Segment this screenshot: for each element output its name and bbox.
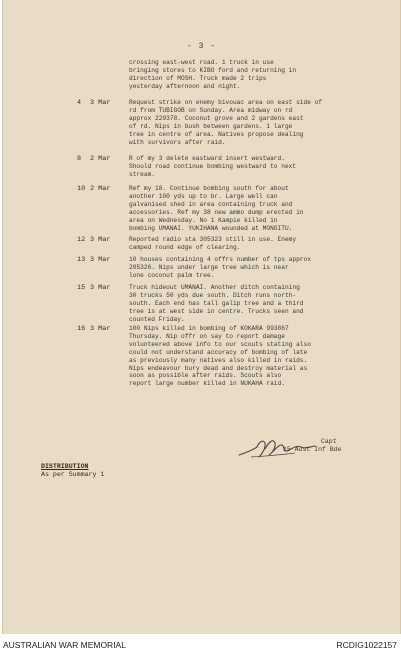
- text-line: camped round edge of clearing.: [129, 243, 241, 251]
- text-line: with survivors after raid.: [129, 138, 226, 146]
- entry-number: 16: [77, 325, 86, 333]
- text-line: Thursday. Nip offr on say to report damage: [129, 332, 285, 340]
- text-line: rd from TUBIGOB on Sunday. Area midway on rd: [129, 106, 293, 114]
- entry-date: 2 Mar: [90, 155, 111, 163]
- text-line: lone coconut palm tree.: [129, 271, 215, 279]
- entry-text: [129, 155, 361, 179]
- text-line: counted Friday.: [129, 315, 185, 323]
- entry-text: [129, 236, 361, 252]
- text-line: could not understand accuracy of bombing of late: [129, 348, 308, 356]
- entry-date: 3 Mar: [90, 284, 111, 292]
- text-line: bombing UMANAI. YUKIHANA wounded at MONOITU.: [129, 224, 293, 232]
- entry-number: 10: [77, 185, 86, 193]
- text-line: R of my 3 delete eastward insert westward.: [129, 155, 285, 162]
- text-line: yesterday afternoon and night.: [129, 82, 241, 90]
- continuation-text: [129, 59, 361, 91]
- entry-date: 3 Mar: [90, 256, 111, 264]
- text-line: 205326. Nips under large tree which is near: [129, 263, 289, 271]
- text-line: of rd. Nips in bush between gardens. 1 large: [129, 122, 293, 130]
- distribution-heading: DISTRIBUTION: [41, 463, 89, 470]
- entry-number: 15: [77, 284, 86, 292]
- text-line: area on Wednesday. No 1 Kampie killed in: [129, 216, 278, 224]
- text-line: 10 houses containing 4 offrs number of tps approx: [129, 256, 311, 263]
- text-line: another 100 yds up to br. Large well can: [129, 192, 278, 200]
- entry-text: [129, 185, 361, 232]
- signature-title: [273, 438, 342, 454]
- unit: 15 Aust Inf Bde: [283, 446, 342, 453]
- text-line: Request strike on enemy bivouac area on east side of: [129, 99, 323, 106]
- text-line: south. Each end has tall galip tree and a third: [129, 299, 304, 307]
- rank: Capt: [321, 438, 337, 445]
- text-line: 100 Nips killed in bombing of KOKARA 993867: [129, 325, 289, 332]
- text-line: report large number killed in NUKAHA raid.: [129, 380, 285, 388]
- entry-text: [129, 99, 361, 146]
- text-line: soon as possible after raids. Scouts also: [129, 372, 282, 380]
- text-line: as previously many natives also killed in raids.: [129, 356, 308, 364]
- text-line: Should road continue bombing westward to next: [129, 162, 297, 170]
- text-line: Nips endeavour bury dead and destroy material as: [129, 364, 308, 372]
- text-line: crossing east-west road. 1 truck in use: [129, 59, 274, 66]
- text-line: stream.: [129, 170, 155, 178]
- document-page: [2, 0, 401, 634]
- text-line: bringing stores to KIBO ford and returning in: [129, 66, 297, 74]
- entry-number: 8: [77, 155, 82, 163]
- text-line: tree in centre of area. Natives propose dealing: [129, 130, 304, 138]
- entry-date: 3 Mar: [90, 99, 111, 107]
- text-line: accessories. Ref my 38 new ammo dump erected in: [129, 208, 304, 216]
- text-line: volunteered above info to our scouts stating also: [129, 340, 311, 348]
- entry-date: 3 Mar: [90, 325, 111, 333]
- distribution-text: As per Summary 1: [41, 471, 105, 478]
- text-line: Ref my 18. Continue bombing south for about: [129, 185, 289, 192]
- text-line: galvanised shed in area containing truck and: [129, 200, 293, 208]
- footer-reference: RCDIG1022157: [336, 640, 397, 650]
- text-line: 30 trucks 50 yds due south. Ditch runs north-: [129, 291, 297, 299]
- distribution: [41, 463, 104, 479]
- text-line: direction of MOSH. Truck made 2 trips: [129, 74, 267, 82]
- text-line: Reported radio sta 305323 still in use. Enemy: [129, 236, 297, 243]
- entry-number: 4: [77, 99, 82, 107]
- archive-footer: [0, 636, 401, 654]
- text-line: Truck hideout UMANAI. Another ditch containing: [129, 284, 300, 291]
- footer-source: AUSTRALIAN WAR MEMORIAL: [3, 640, 126, 650]
- entry-text: [129, 284, 361, 324]
- entry-date: 2 Mar: [90, 185, 111, 193]
- page-number: - 3 -: [186, 42, 216, 51]
- entry-number: 13: [77, 256, 86, 264]
- entry-text: [129, 256, 361, 280]
- text-line: tree is at west side in centre. Trucks seen and: [129, 307, 304, 315]
- text-line: approx 229378. Coconut grove and 2 gardens east: [129, 114, 304, 122]
- entry-date: 3 Mar: [90, 236, 111, 244]
- entry-number: 12: [77, 236, 86, 244]
- entry-text: [129, 325, 361, 388]
